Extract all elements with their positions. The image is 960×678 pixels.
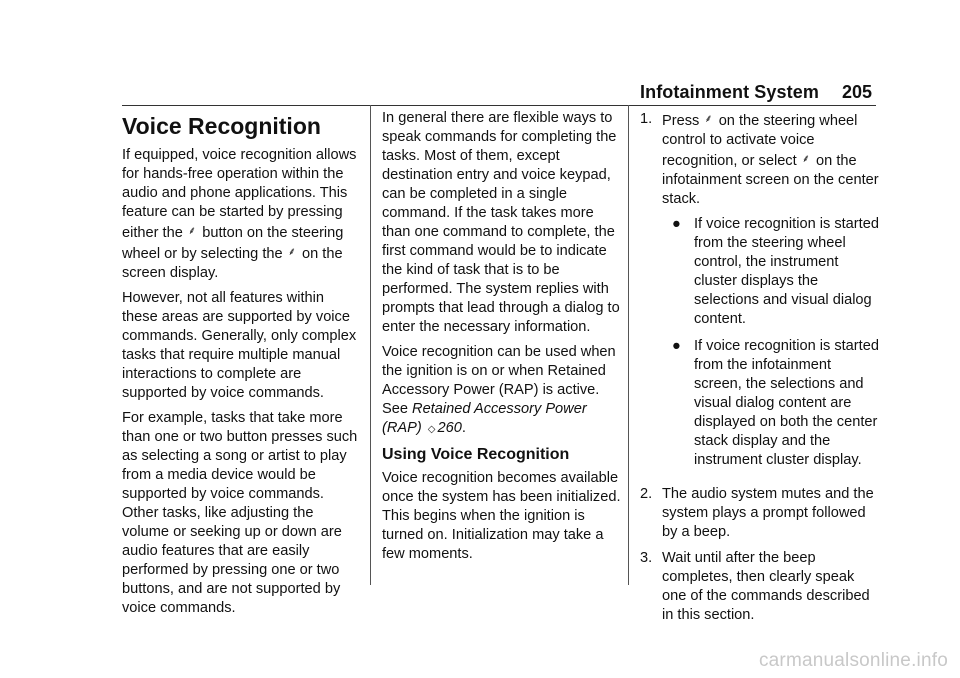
voice-button-icon: ⸙ — [187, 225, 197, 237]
column-1 — [122, 112, 362, 624]
running-header-title: Infotainment System — [640, 82, 819, 102]
step-1-text-b: on the steering wheel control to activate voice recognition, or select — [662, 113, 858, 169]
subsection-heading: Using Voice Recognition — [382, 446, 570, 463]
column-divider-2 — [628, 105, 629, 585]
bullet-text: If voice recognition is started from the infotainment screen, the selections and visual dialog content are displayed on both the center stack display and the instrument cluster display. — [694, 338, 879, 468]
intro-text-a: If equipped, voice recognition allows for hands-free operation within the audio and phone applications. This feature can be started by pressing either the — [122, 147, 357, 241]
step-1-text-c: on the infotainment screen on the center stack. — [662, 153, 879, 207]
column-3 — [640, 110, 880, 632]
step-number: 1. — [640, 111, 653, 127]
column-divider-1 — [370, 105, 371, 585]
bullet-item — [672, 337, 880, 470]
paragraph-limits: However, not all features within these areas are supported by voice commands. Generally, only complex tasks that require multiple manual interactions to complete are supported by voice commands. — [122, 290, 357, 401]
intro-text-c: on the screen display. — [122, 246, 343, 281]
step-number: 2. — [640, 486, 653, 502]
bullet-icon: ● — [672, 216, 681, 232]
rap-period: . — [461, 420, 466, 436]
bullet-item — [672, 215, 880, 329]
step-1 — [640, 110, 880, 478]
voice-button-icon: ⸙ — [704, 113, 713, 125]
step-number: 3. — [640, 550, 653, 566]
rap-page-ref[interactable]: 260 — [437, 420, 462, 436]
watermark: carmanualsonline.info — [758, 650, 948, 671]
step-2-text: The audio system mutes and the system plays a prompt followed by a beep. — [662, 486, 874, 540]
step-3 — [640, 549, 880, 625]
header-rule — [122, 105, 876, 106]
column-2 — [382, 109, 622, 570]
page-number: 205 — [842, 82, 873, 102]
paragraph-flexible-commands: In general there are flexible ways to speak commands for completing the tasks. Most of them, except destination entry and voice keypad, can be completed in a single command. If the task takes more than one command to complete, the first command would be to indicate the kind of task that is to be performed. The system replies with prompts that lead through a dialog to enter the necessary information. — [382, 110, 620, 335]
intro-paragraph — [122, 146, 362, 283]
voice-button-icon: ⸙ — [801, 153, 810, 165]
step-1-text-a: Press — [662, 113, 700, 129]
paragraph-initialization: Voice recognition becomes available once the system has been initialized. This begins when the ignition is turned on. Initialization may take a few moments. — [382, 470, 621, 562]
rap-text: Voice recognition can be used when the ignition is on or when Retained Accessory Power (RAP) is active. See — [382, 344, 616, 417]
voice-button-icon: ⸙ — [287, 246, 296, 258]
rap-cross-reference-link[interactable]: Retained Accessory Power (RAP) — [382, 401, 587, 436]
intro-text-b: button on the steering wheel or by selecting the — [122, 225, 344, 262]
paragraph-examples: For example, tasks that take more than one or two button presses such as selecting a song or artist to play from a media device would be supported by voice commands. Other tasks, like adjusting the volume or seeking up or down are audio features that are easily performed by pressing one or two buttons, and are not supported by voice commands. — [122, 410, 358, 616]
step-3-text: Wait until after the beep completes, then clearly speak one of the commands described in this section. — [662, 550, 870, 623]
bullet-icon: ● — [672, 338, 681, 354]
bullet-text: If voice recognition is started from the steering wheel control, the instrument cluster displays the selections and visual dialog content. — [694, 216, 879, 327]
section-heading: Voice Recognition — [122, 113, 321, 139]
step-2 — [640, 485, 880, 542]
page-ref-icon: ◇ — [427, 424, 436, 435]
paragraph-rap — [382, 343, 622, 439]
